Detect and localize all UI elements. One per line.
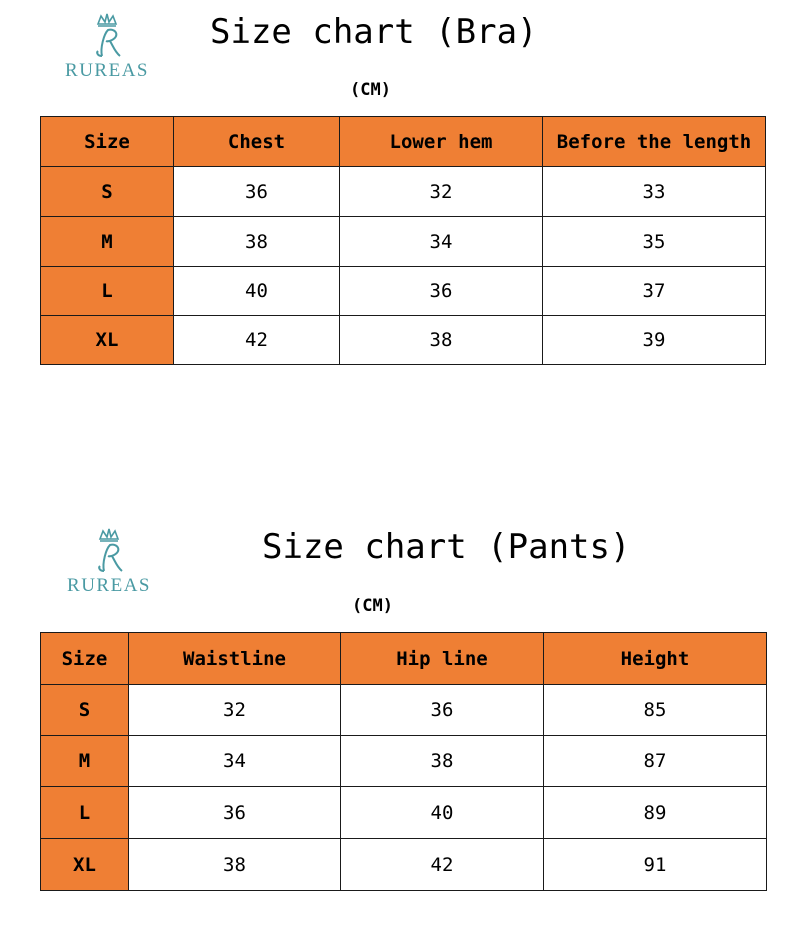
size-cell: S [41, 167, 174, 217]
bra-size-table [40, 116, 766, 365]
size-cell: L [41, 787, 129, 839]
table-row [41, 685, 767, 736]
table-cell: 32 [129, 685, 341, 736]
table-header-row [41, 633, 767, 685]
table-cell: 32 [340, 167, 543, 217]
table-cell: 38 [340, 316, 543, 365]
pants-chart-title: Size chart (Pants) [262, 527, 631, 567]
table-cell: 38 [341, 736, 544, 787]
crown-r-logo-icon [84, 527, 134, 577]
table-cell: 38 [174, 217, 340, 267]
table-row [41, 267, 766, 316]
table-cell: 36 [129, 787, 341, 839]
table-row [41, 839, 767, 891]
size-cell: XL [41, 316, 174, 365]
table-cell: 40 [174, 267, 340, 316]
table-cell: 87 [544, 736, 767, 787]
table-cell: 35 [543, 217, 766, 267]
bra-unit-label: (CM) [350, 80, 391, 100]
brand-logo [54, 527, 164, 597]
table-cell: 36 [341, 685, 544, 736]
brand-logo [52, 12, 162, 82]
table-cell: 33 [543, 167, 766, 217]
size-cell: L [41, 267, 174, 316]
table-cell: 91 [544, 839, 767, 891]
table-cell: 36 [340, 267, 543, 316]
table-cell: 36 [174, 167, 340, 217]
table-cell: 42 [174, 316, 340, 365]
bra-chart-title: Size chart (Bra) [210, 12, 538, 52]
header-chest: Chest [174, 117, 340, 167]
crown-r-logo-icon [82, 12, 132, 62]
header-lower-hem: Lower hem [340, 117, 543, 167]
pants-unit-label: (CM) [352, 596, 393, 616]
logo-text: RUREAS [65, 60, 149, 81]
table-cell: 34 [340, 217, 543, 267]
table-cell: 40 [341, 787, 544, 839]
header-height: Height [544, 633, 767, 685]
header-size: Size [41, 633, 129, 685]
size-cell: M [41, 736, 129, 787]
header-waistline: Waistline [129, 633, 341, 685]
header-hip-line: Hip line [341, 633, 544, 685]
size-cell: XL [41, 839, 129, 891]
table-row [41, 217, 766, 267]
table-cell: 85 [544, 685, 767, 736]
table-cell: 42 [341, 839, 544, 891]
table-row [41, 316, 766, 365]
logo-text: RUREAS [67, 575, 151, 596]
table-header-row [41, 117, 766, 167]
table-cell: 89 [544, 787, 767, 839]
table-cell: 34 [129, 736, 341, 787]
header-size: Size [41, 117, 174, 167]
table-row [41, 167, 766, 217]
table-row [41, 736, 767, 787]
size-cell: S [41, 685, 129, 736]
table-cell: 37 [543, 267, 766, 316]
pants-size-table [40, 632, 767, 891]
size-cell: M [41, 217, 174, 267]
table-cell: 38 [129, 839, 341, 891]
table-row [41, 787, 767, 839]
header-before-length: Before the length [543, 117, 766, 167]
table-cell: 39 [543, 316, 766, 365]
